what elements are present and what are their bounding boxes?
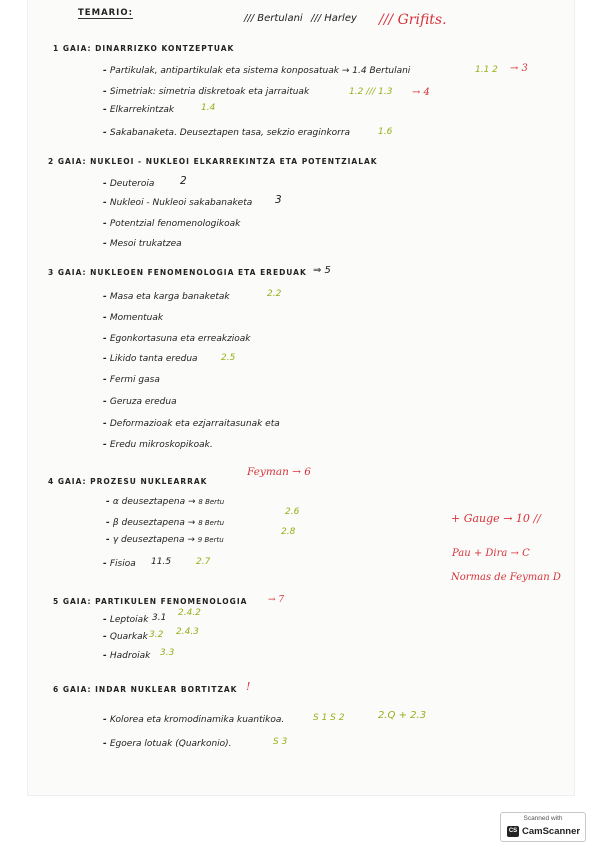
list-item: - β deuseztapena → 8 Bertu bbox=[106, 518, 225, 528]
item-number: 3 bbox=[275, 194, 282, 206]
item-arrow: → 4 bbox=[412, 87, 430, 98]
item-number: 2.4.3 bbox=[176, 627, 199, 637]
section-arrow: ⇒ 5 bbox=[313, 265, 331, 276]
section-heading: 1 GAIA: DINARRIZKO KONTZEPTUAK bbox=[53, 44, 235, 53]
list-item: - Elkarrekintzak bbox=[103, 105, 175, 115]
list-item: - Egonkortasuna eta erreakzioak bbox=[103, 334, 251, 344]
list-item: - Leptoiak bbox=[103, 615, 149, 625]
camscanner-logo-icon: CS bbox=[507, 826, 519, 837]
item-number: 1.4 bbox=[201, 103, 216, 113]
list-item: - Mesoi trukatzea bbox=[103, 239, 182, 249]
list-item: - Deformazioak eta ezjarraitasunak eta bbox=[103, 419, 280, 429]
item-number: 2.Q + 2.3 bbox=[378, 710, 427, 721]
item-number: 2.8 bbox=[281, 527, 296, 537]
list-item: - Simetriak: simetria diskretoak eta jarraituak bbox=[103, 87, 310, 97]
list-item: - Deuteroia bbox=[103, 179, 155, 189]
section-heading: 6 GAIA: INDAR NUKLEAR BORTITZAK bbox=[53, 685, 238, 694]
item-number: S 1 S 2 bbox=[313, 713, 345, 723]
list-item: - γ deuseztapena → 9 Bertu bbox=[106, 535, 224, 545]
list-item: - Egoera lotuak (Quarkonio). bbox=[103, 739, 232, 749]
list-item: - Geruza eredua bbox=[103, 397, 177, 407]
reference-harley: /// Harley bbox=[311, 13, 357, 24]
reference-bertulani: /// Bertulani bbox=[244, 13, 303, 24]
list-item: - Momentuak bbox=[103, 313, 164, 323]
section-heading: 5 GAIA: PARTIKULEN FENOMENOLOGIA bbox=[53, 597, 248, 606]
list-item: - Masa eta karga banaketak bbox=[103, 292, 230, 302]
side-note-pau-dira: Pau + Dira → C bbox=[452, 548, 530, 559]
list-item: - Likido tanta eredua bbox=[103, 354, 198, 364]
scanned-with-label: Scanned with bbox=[523, 815, 563, 822]
section-heading: 3 GAIA: NUKLEOEN FENOMENOLOGIA ETA EREDUAK bbox=[48, 268, 307, 277]
list-item: - Nukleoi - Nukleoi sakabanaketa bbox=[103, 198, 253, 208]
item-number: 2.7 bbox=[196, 557, 211, 567]
section-heading: 2 GAIA: NUKLEOI - NUKLEOI ELKARREKINTZA ETA POTENTZIALAK bbox=[48, 157, 378, 166]
section-arrow: → 7 bbox=[268, 595, 285, 605]
item-number: 2.4.2 bbox=[178, 608, 201, 618]
camscanner-name: CamScanner bbox=[522, 826, 581, 837]
list-item: - α deuseztapena → 8 Bertu bbox=[106, 497, 225, 507]
item-number: 1.1 2 bbox=[475, 65, 498, 75]
page-title: TEMARIO: bbox=[78, 8, 133, 18]
item-number: 11.5 bbox=[151, 557, 172, 567]
reference-grifits: /// Grifits. bbox=[379, 12, 447, 28]
list-item: - Eredu mikroskopikoak. bbox=[103, 440, 213, 450]
item-number: S 3 bbox=[273, 737, 288, 747]
item-number: 1.6 bbox=[378, 127, 393, 137]
item-arrow: → 3 bbox=[510, 63, 528, 74]
warning-mark: ! bbox=[246, 680, 251, 693]
item-number: 3.1 bbox=[152, 613, 167, 623]
section-heading: 4 GAIA: PROZESU NUKLEARRAK bbox=[48, 477, 208, 486]
list-item: - Sakabanaketa. Deuseztapen tasa, sekzio eraginkorra bbox=[103, 128, 351, 138]
side-note-gauge: + Gauge → 10 // bbox=[451, 512, 541, 525]
item-number: 3.3 bbox=[160, 648, 175, 658]
list-item: - Koloreа eta kromodinamika kuantikoa. bbox=[103, 715, 285, 725]
list-item: - Potentzial fenomenologikoak bbox=[103, 219, 241, 229]
side-note-normas: Normas de Feyman D bbox=[451, 572, 561, 583]
list-item: - Fermi gasa bbox=[103, 375, 160, 385]
item-number: 3.2 bbox=[149, 630, 164, 640]
item-number: 2.2 bbox=[267, 289, 282, 299]
camscanner-badge bbox=[500, 812, 586, 842]
item-number: 2.6 bbox=[285, 507, 300, 517]
item-number: 2.5 bbox=[221, 353, 236, 363]
item-number: 2 bbox=[180, 175, 187, 187]
item-number: 1.2 /// 1.3 bbox=[349, 87, 393, 97]
feyman-note: Feyman → 6 bbox=[247, 466, 311, 478]
list-item: - Fisioa bbox=[103, 559, 136, 569]
list-item: - Quarkak bbox=[103, 632, 148, 642]
list-item: - Hadroiak bbox=[103, 651, 151, 661]
list-item: - Partikulak, antipartikulak eta sistema konposatuak → 1.4 Bertulani bbox=[103, 66, 411, 76]
